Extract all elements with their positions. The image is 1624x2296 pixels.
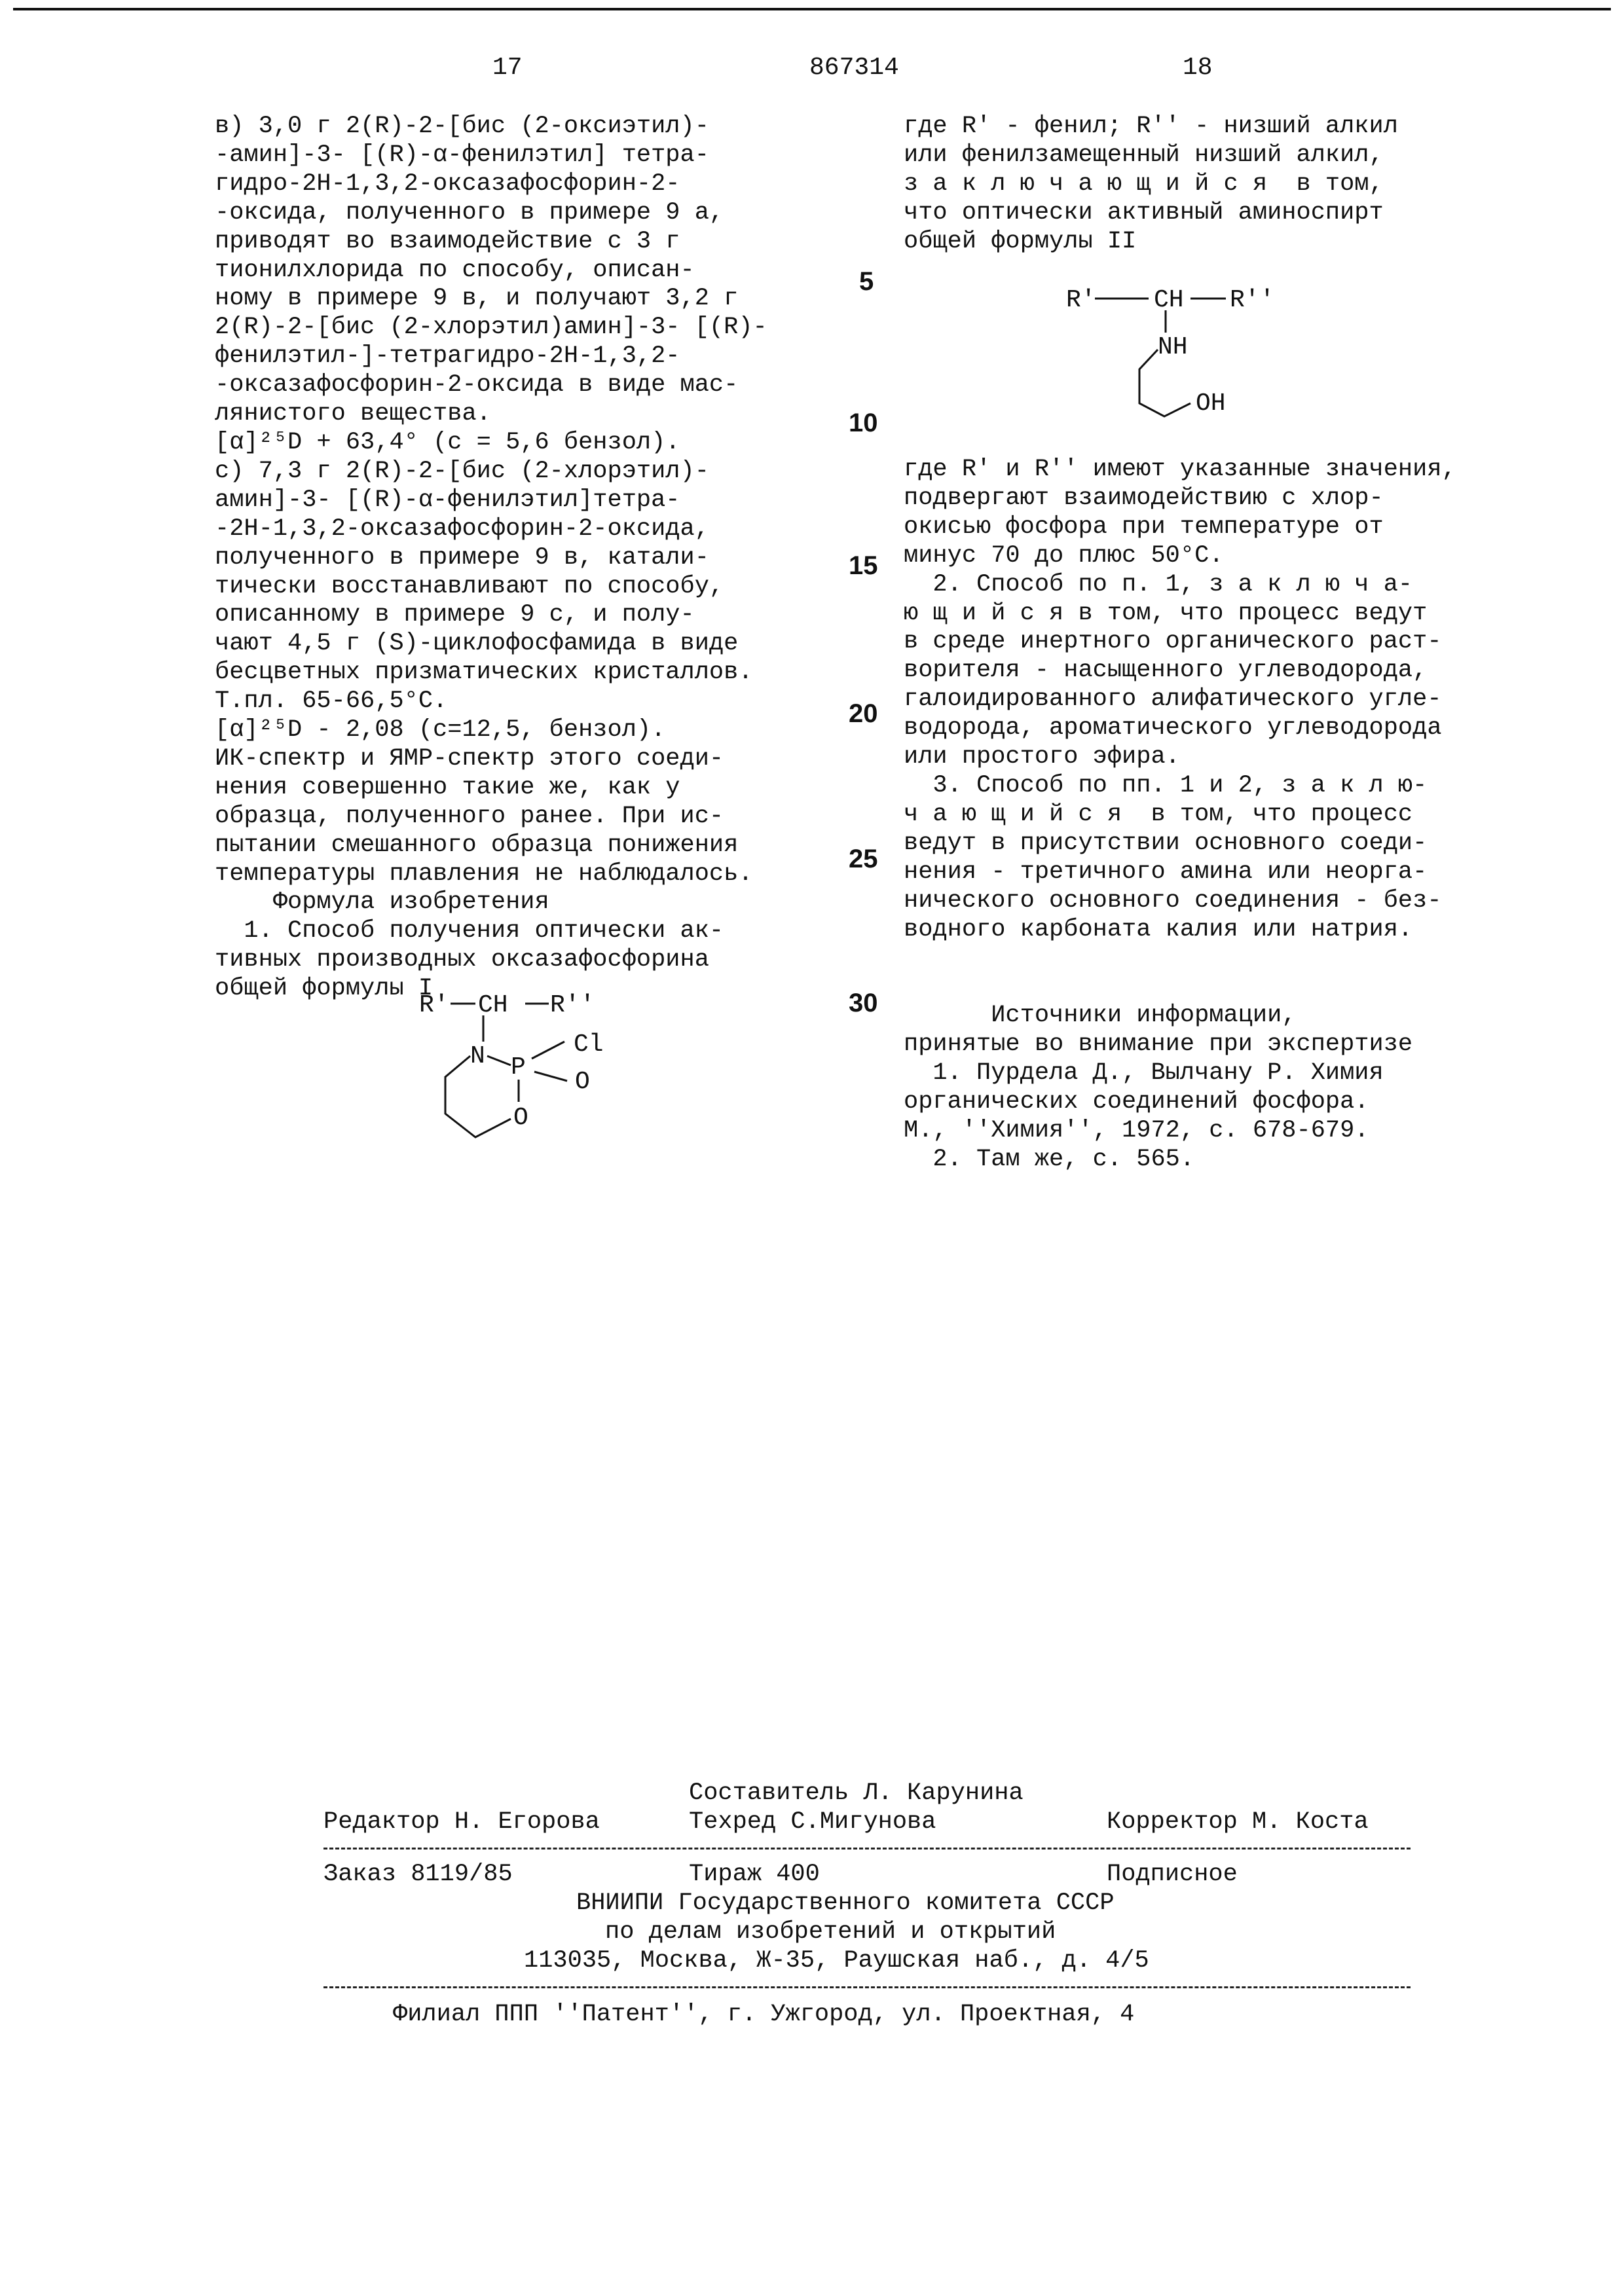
text-line: Формула изобретения [215,888,549,917]
text-line: 2. Там же, с. 565. [904,1145,1195,1173]
text-line: окисью фосфора при температуре от [904,513,1384,541]
text-line: з а к л ю ч а ю щ и й с я в том, [904,170,1384,198]
footer-corrector: Корректор М. Коста [1107,1808,1369,1836]
formula-II-ch: CH [1154,286,1184,314]
formula-I-o-ring: O [513,1104,528,1132]
text-line: [α]²⁵D + 63,4° (с = 5,6 бензол). [215,428,680,456]
right-column-claims [904,456,1456,1175]
formula-I-r1: R' [419,991,449,1019]
text-line: водного карбоната калия или натрия. [904,915,1413,943]
text-line: гидро-2Н-1,3,2-оксазафосфорин-2- [215,170,680,198]
text-line: где R' и R'' имеют указанные значения, [904,456,1456,483]
text-line: описанному в примере 9 с, и полу- [215,601,695,629]
line-number: 10 [849,409,878,437]
text-line: -амин]-3- [(R)-α-фенилэтил] тетра- [215,141,709,169]
text-line: полученного в примере 9 в, катали- [215,543,709,572]
text-line: ведут в присутствии основного соеди- [904,829,1428,857]
footer-org-line2: по делам изобретений и открытий [605,1918,1056,1946]
formula-II-oh: OH [1196,390,1226,418]
formula-I-n: N [470,1042,485,1070]
text-line: чают 4,5 г (S)-циклофосфамида в виде [215,630,739,658]
text-line: 2. Способ по п. 1, з а к л ю ч а- [904,570,1413,598]
text-line: нения - третичного амина или неорга- [904,858,1428,886]
page-number-left: 17 [492,54,523,82]
text-line: что оптически активный аминоспирт [904,198,1384,227]
text-line [904,973,1456,1002]
text-line: ному в примере 9 в, и получают 3,2 г [215,285,739,313]
line-number: 20 [849,699,878,728]
text-line [904,944,1456,973]
text-line: -2Н-1,3,2-оксазафосфорин-2-оксида, [215,515,709,543]
text-line: -оксида, полученного в примере 9 а, [215,198,724,227]
text-line: тионилхлорида по способу, описан- [215,256,695,284]
text-line: температуры плавления не наблюдалось. [215,860,753,888]
line-number: 15 [849,551,878,580]
text-line: 1. Способ получения оптически ак- [215,917,724,945]
formula-I-p: P [511,1053,526,1082]
text-line: нения совершенно такие же, как у [215,773,680,801]
text-line: Источники информации, [904,1002,1297,1030]
text-line: [α]²⁵D - 2,08 (с=12,5, бензол). [215,716,666,744]
text-line: ч а ю щ и й с я в том, что процесс [904,800,1413,828]
text-line: амин]-3- [(R)-α-фенилэтил]тетра- [215,486,680,514]
formula-I-ch: CH [478,991,508,1019]
formula-II-structure [1066,282,1276,419]
text-line: 2(R)-2-[бис (2-хлорэтил)амин]-3- [(R)- [215,314,767,342]
text-line: галоидированного алифатического угле- [904,685,1442,714]
left-column-text [215,113,767,1004]
text-line: 1. Пурдела Д., Вылчану Р. Химия [904,1059,1384,1087]
text-line: ворителя - насыщенного углеводорода, [904,657,1428,685]
text-line: ю щ и й с я в том, что процесс ведут [904,599,1428,627]
formula-II-r1: R' [1066,286,1096,314]
text-line: лянистого вещества. [215,400,491,428]
text-line: в среде инертного органического раст- [904,628,1442,656]
text-line: принятые во внимание при экспертизе [904,1030,1413,1059]
text-line: в) 3,0 г 2(R)-2-[бис (2-оксиэтил)- [215,113,709,140]
text-line: или простого эфира. [904,743,1180,771]
footer-branch: Филиал ППП ''Патент'', г. Ужгород, ул. Проектная, 4 [393,2001,1135,2028]
text-line: тически восстанавливают по способу, [215,572,724,600]
formula-I-structure [419,985,635,1142]
page-number-right: 18 [1183,54,1213,82]
patent-number: 867314 [809,54,899,82]
text-line: нического основного соединения - без- [904,886,1442,915]
text-line: пытании смешанного образца понижения [215,831,739,859]
text-line: с) 7,3 г 2(R)-2-[бис (2-хлорэтил)- [215,457,709,485]
text-line: водорода, ароматического углеводорода [904,714,1442,742]
footer-subscription: Подписное [1107,1861,1238,1888]
line-number: 5 [859,267,874,296]
text-line: бесцветных призматических кристаллов. [215,659,753,687]
formula-I-o-double: O [575,1068,590,1096]
text-line: Т.пл. 65-66,5°С. [215,687,448,716]
right-column-text [904,113,1398,257]
footer-circulation: Тираж 400 [689,1861,820,1888]
text-line: общей формулы I [215,975,434,1003]
footer-editor: Редактор Н. Егорова [323,1808,600,1836]
text-line: 3. Способ по пп. 1 и 2, з а к л ю- [904,771,1428,799]
text-line: фенилэтил-]-тетрагидро-2Н-1,3,2- [215,342,680,371]
text-line: или фенилзамещенный низший алкил, [904,141,1384,169]
text-line: органических соединений фосфора. [904,1087,1369,1116]
text-line: приводят во взаимодействие с 3 г [215,227,680,255]
text-line: -оксазафосфорин-2-оксида в виде мас- [215,371,739,399]
footer-divider [323,1986,1411,1988]
line-number: 25 [849,845,878,873]
text-line: тивных производных оксазафосфорина [215,946,709,974]
footer-org-line1: ВНИИПИ Государственного комитета СССР [576,1889,1115,1917]
formula-II-r2: R'' [1230,286,1275,314]
text-line: подвергают взаимодействию с хлор- [904,484,1384,512]
text-line: образца, полученного ранее. При ис- [215,802,724,830]
text-line: минус 70 до плюс 50°С. [904,541,1224,570]
text-line: где R' - фенил; R'' - низший алкил [904,113,1398,140]
footer-techred: Техред С.Мигунова [689,1808,936,1836]
line-number: 30 [849,989,878,1017]
text-line: общей формулы II [904,227,1137,255]
formula-II-nh: NH [1158,333,1188,361]
formula-I-r2: R'' [550,991,595,1019]
top-rule [13,8,1611,10]
footer-compiler: Составитель Л. Карунина [689,1779,1024,1807]
footer-divider [323,1848,1411,1850]
footer-org-line3: 113035, Москва, Ж-35, Раушская наб., д. 4/5 [524,1947,1149,1975]
footer-order: Заказ 8119/85 [323,1861,513,1888]
formula-I-cl: Cl [574,1030,604,1059]
text-line: ИК-спектр и ЯМР-спектр этого соеди- [215,744,724,773]
text-line: М., ''Химия'', 1972, с. 678-679. [904,1116,1369,1144]
